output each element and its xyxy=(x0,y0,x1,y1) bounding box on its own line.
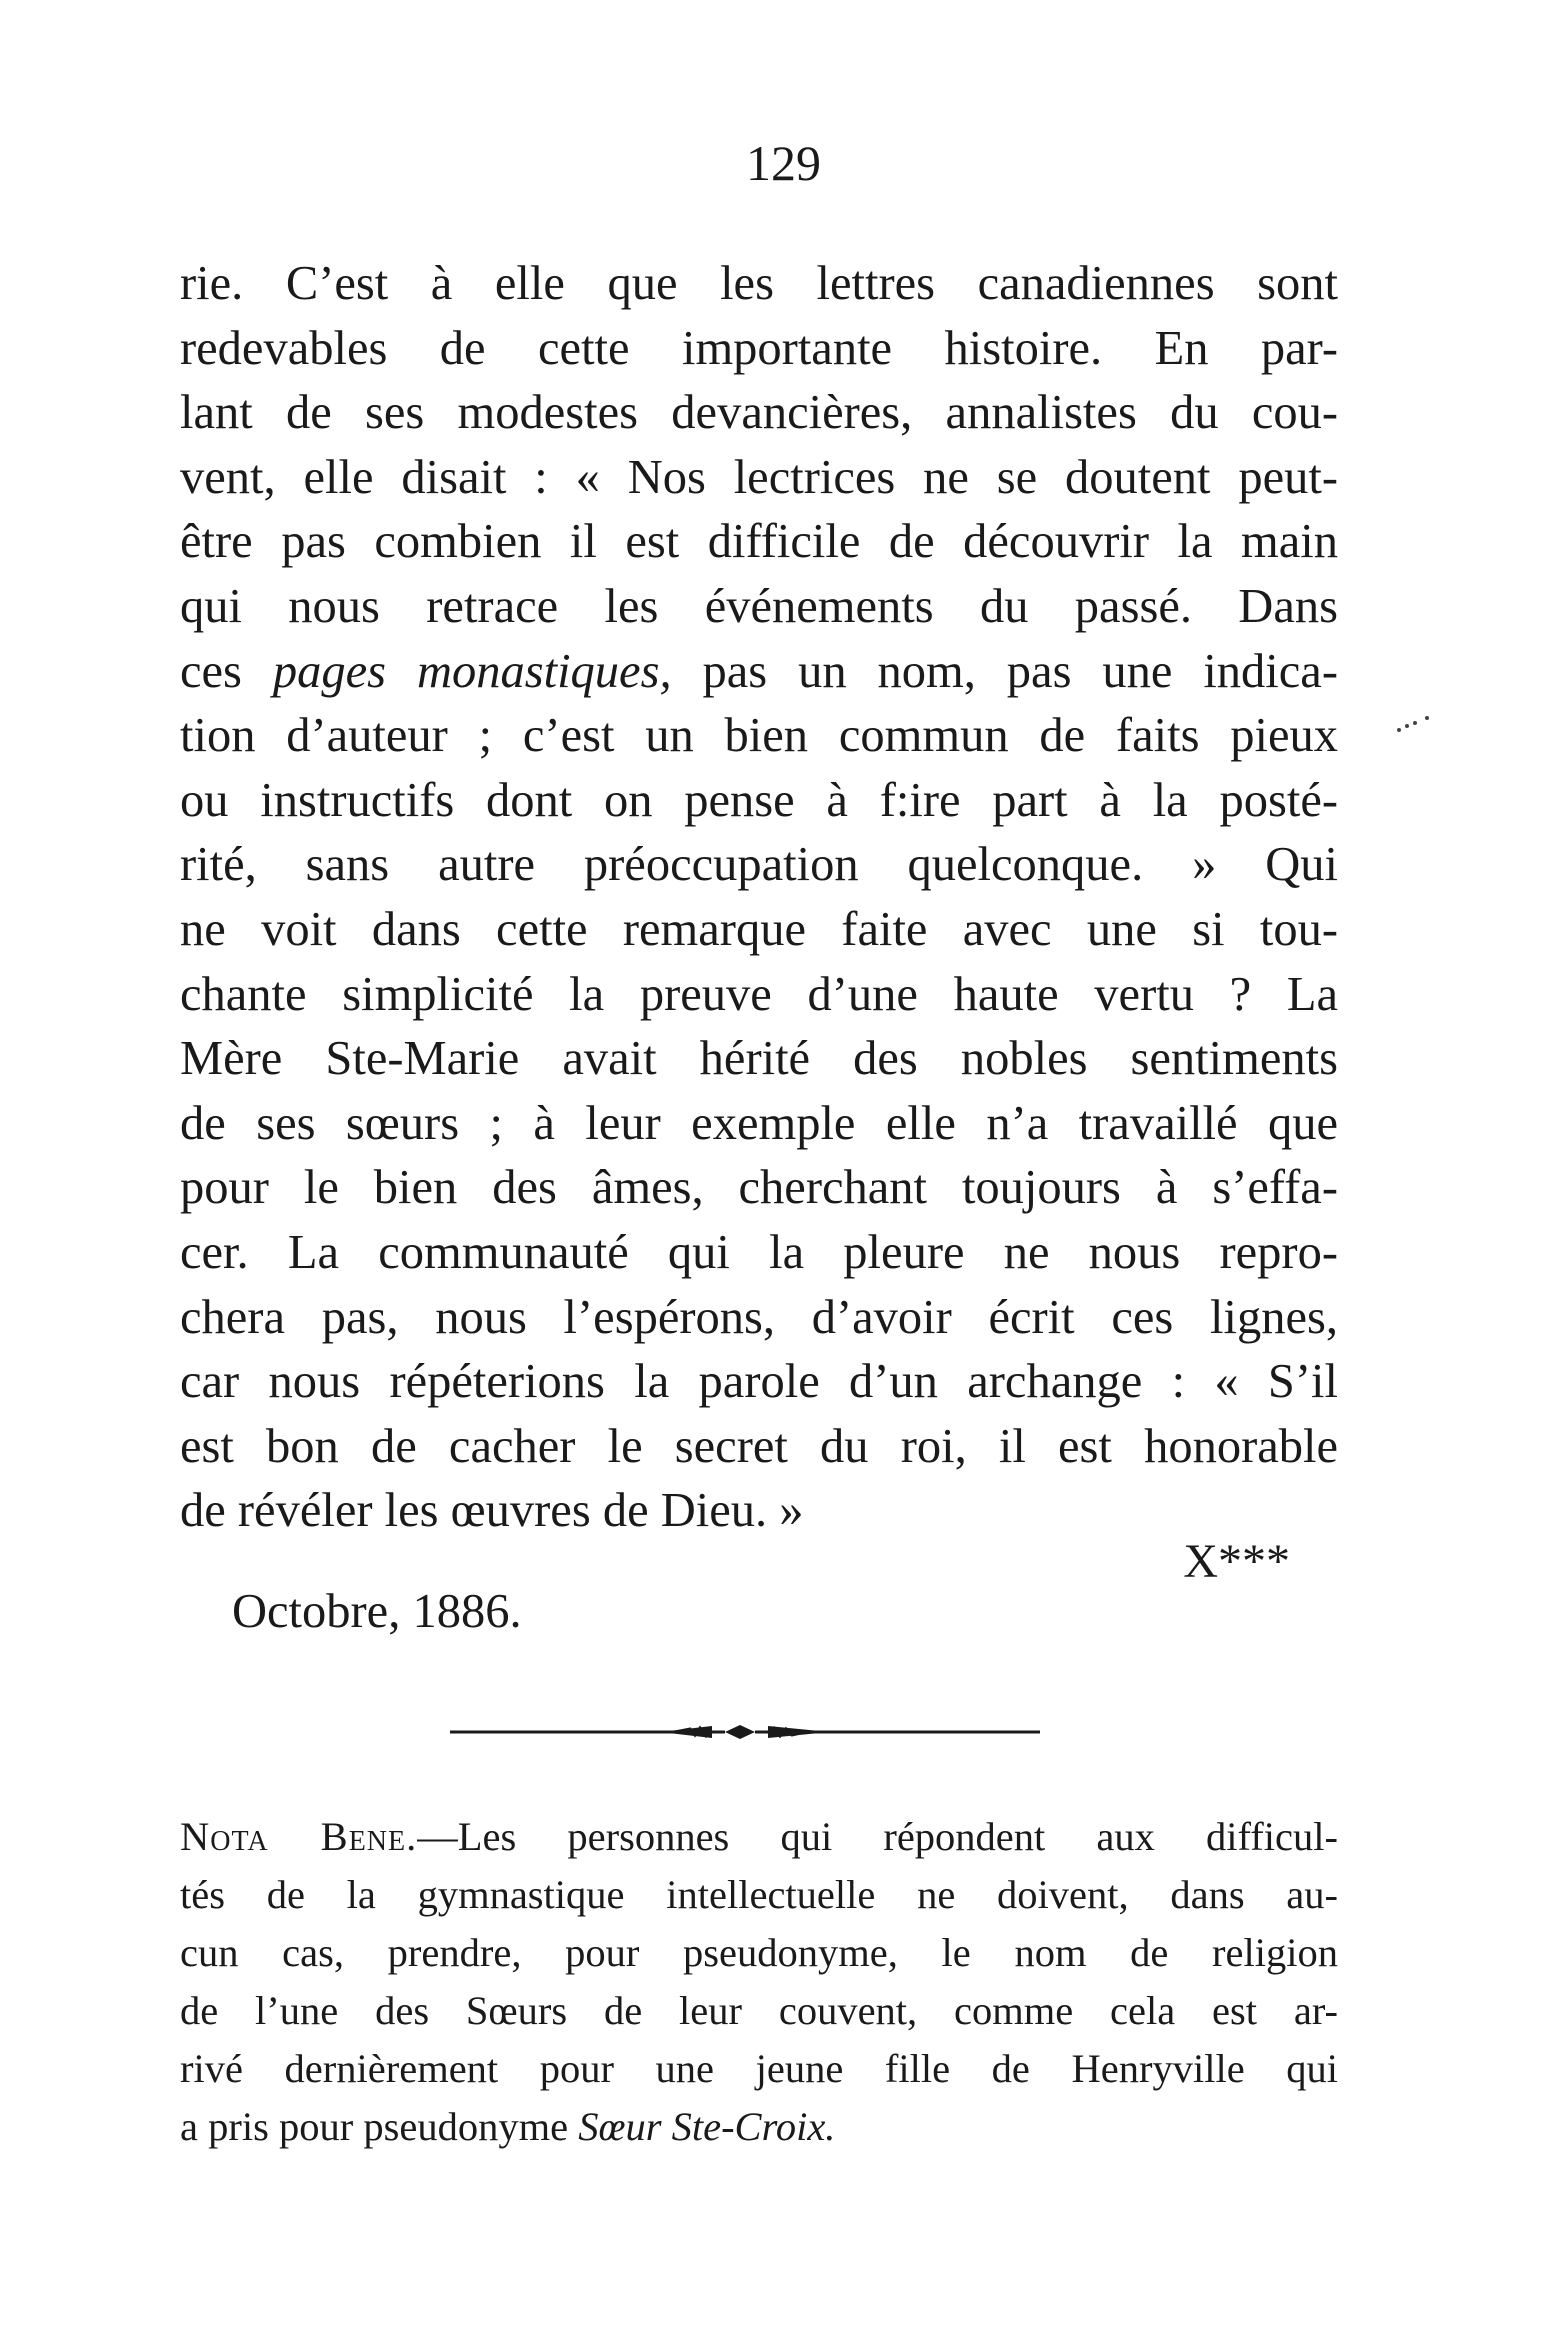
text-line: chante simplicité la preuve d’une haute vertu ? La xyxy=(180,967,1338,1021)
signature: X*** xyxy=(1183,1535,1290,1588)
text-line: pour le bien des âmes, cherchant toujours à s’effa- xyxy=(180,1161,1338,1215)
text-line: Mère Ste-Marie avait hérité des nobles sentiments xyxy=(180,1032,1338,1086)
text-line: rivé dernièrement pour une jeune fille de Henryville qui xyxy=(180,2046,1338,2091)
text-line: tés de la gymnastique intellectuelle ne doivent, dans au- xyxy=(180,1872,1338,1917)
text-line xyxy=(180,1808,1338,1866)
ornament-divider xyxy=(450,1712,1040,1752)
text-line xyxy=(180,640,1338,705)
italic-phrase: Sœur Ste-Croix. xyxy=(578,2104,836,2149)
text-line: ou instructifs dont on pense à f:ire part à la posté- xyxy=(180,773,1338,827)
text-line: redevables de cette importante histoire. En par- xyxy=(180,321,1338,375)
text-line: cer. La communauté qui la pleure ne nous repro- xyxy=(180,1225,1338,1279)
text-line: qui nous retrace les événements du passé. Dans xyxy=(180,579,1338,633)
text-line: ne voit dans cette remarque faite avec une si tou- xyxy=(180,902,1338,956)
text-segment: ces xyxy=(180,644,273,698)
note-label: Nota Bene. xyxy=(180,1814,418,1859)
text-line xyxy=(180,2098,1338,2156)
text-segment: —Les personnes qui répondent aux difficul- xyxy=(417,1814,1338,1859)
italic-phrase: pages monastiques, xyxy=(272,644,672,698)
text-line: rité, sans autre préoccupation quelconque. » Qui xyxy=(180,838,1338,892)
margin-mark xyxy=(1395,712,1435,736)
text-line: est bon de cacher le secret du roi, il est honorable xyxy=(180,1419,1338,1473)
text-line: chera pas, nous l’espérons, d’avoir écrit ces lignes, xyxy=(180,1290,1338,1344)
text-line: être pas combien il est difficile de découvrir la main xyxy=(180,515,1338,569)
text-line: de l’une des Sœurs de leur couvent, comme cela est ar- xyxy=(180,1988,1338,2033)
text-line: de ses sœurs ; à leur exemple elle n’a travaillé que xyxy=(180,1096,1338,1150)
nota-bene xyxy=(180,1808,1338,2156)
text-line: rie. C’est à elle que les lettres canadiennes sont xyxy=(180,257,1338,310)
text-line: vent, elle disait : « Nos lectrices ne se doutent peut- xyxy=(180,450,1338,504)
body-paragraph xyxy=(180,252,1338,1544)
text-line: de révéler les œuvres de Dieu. » xyxy=(180,1484,804,1538)
text-line: cun cas, prendre, pour pseudonyme, le nom de religion xyxy=(180,1930,1338,1975)
date-line: Octobre, 1886. xyxy=(232,1585,522,1638)
text-segment: pas un nom, pas une indica- xyxy=(671,644,1338,698)
text-line: lant de ses modestes devancières, annalistes du cou- xyxy=(180,386,1338,440)
text-line: car nous répéterions la parole d’un archange : « S’il xyxy=(180,1355,1338,1409)
text-line: tion d’auteur ; c’est un bien commun de faits pieux xyxy=(180,709,1338,763)
page-number: 129 xyxy=(746,135,821,191)
text-segment: a pris pour pseudonyme xyxy=(180,2104,579,2149)
